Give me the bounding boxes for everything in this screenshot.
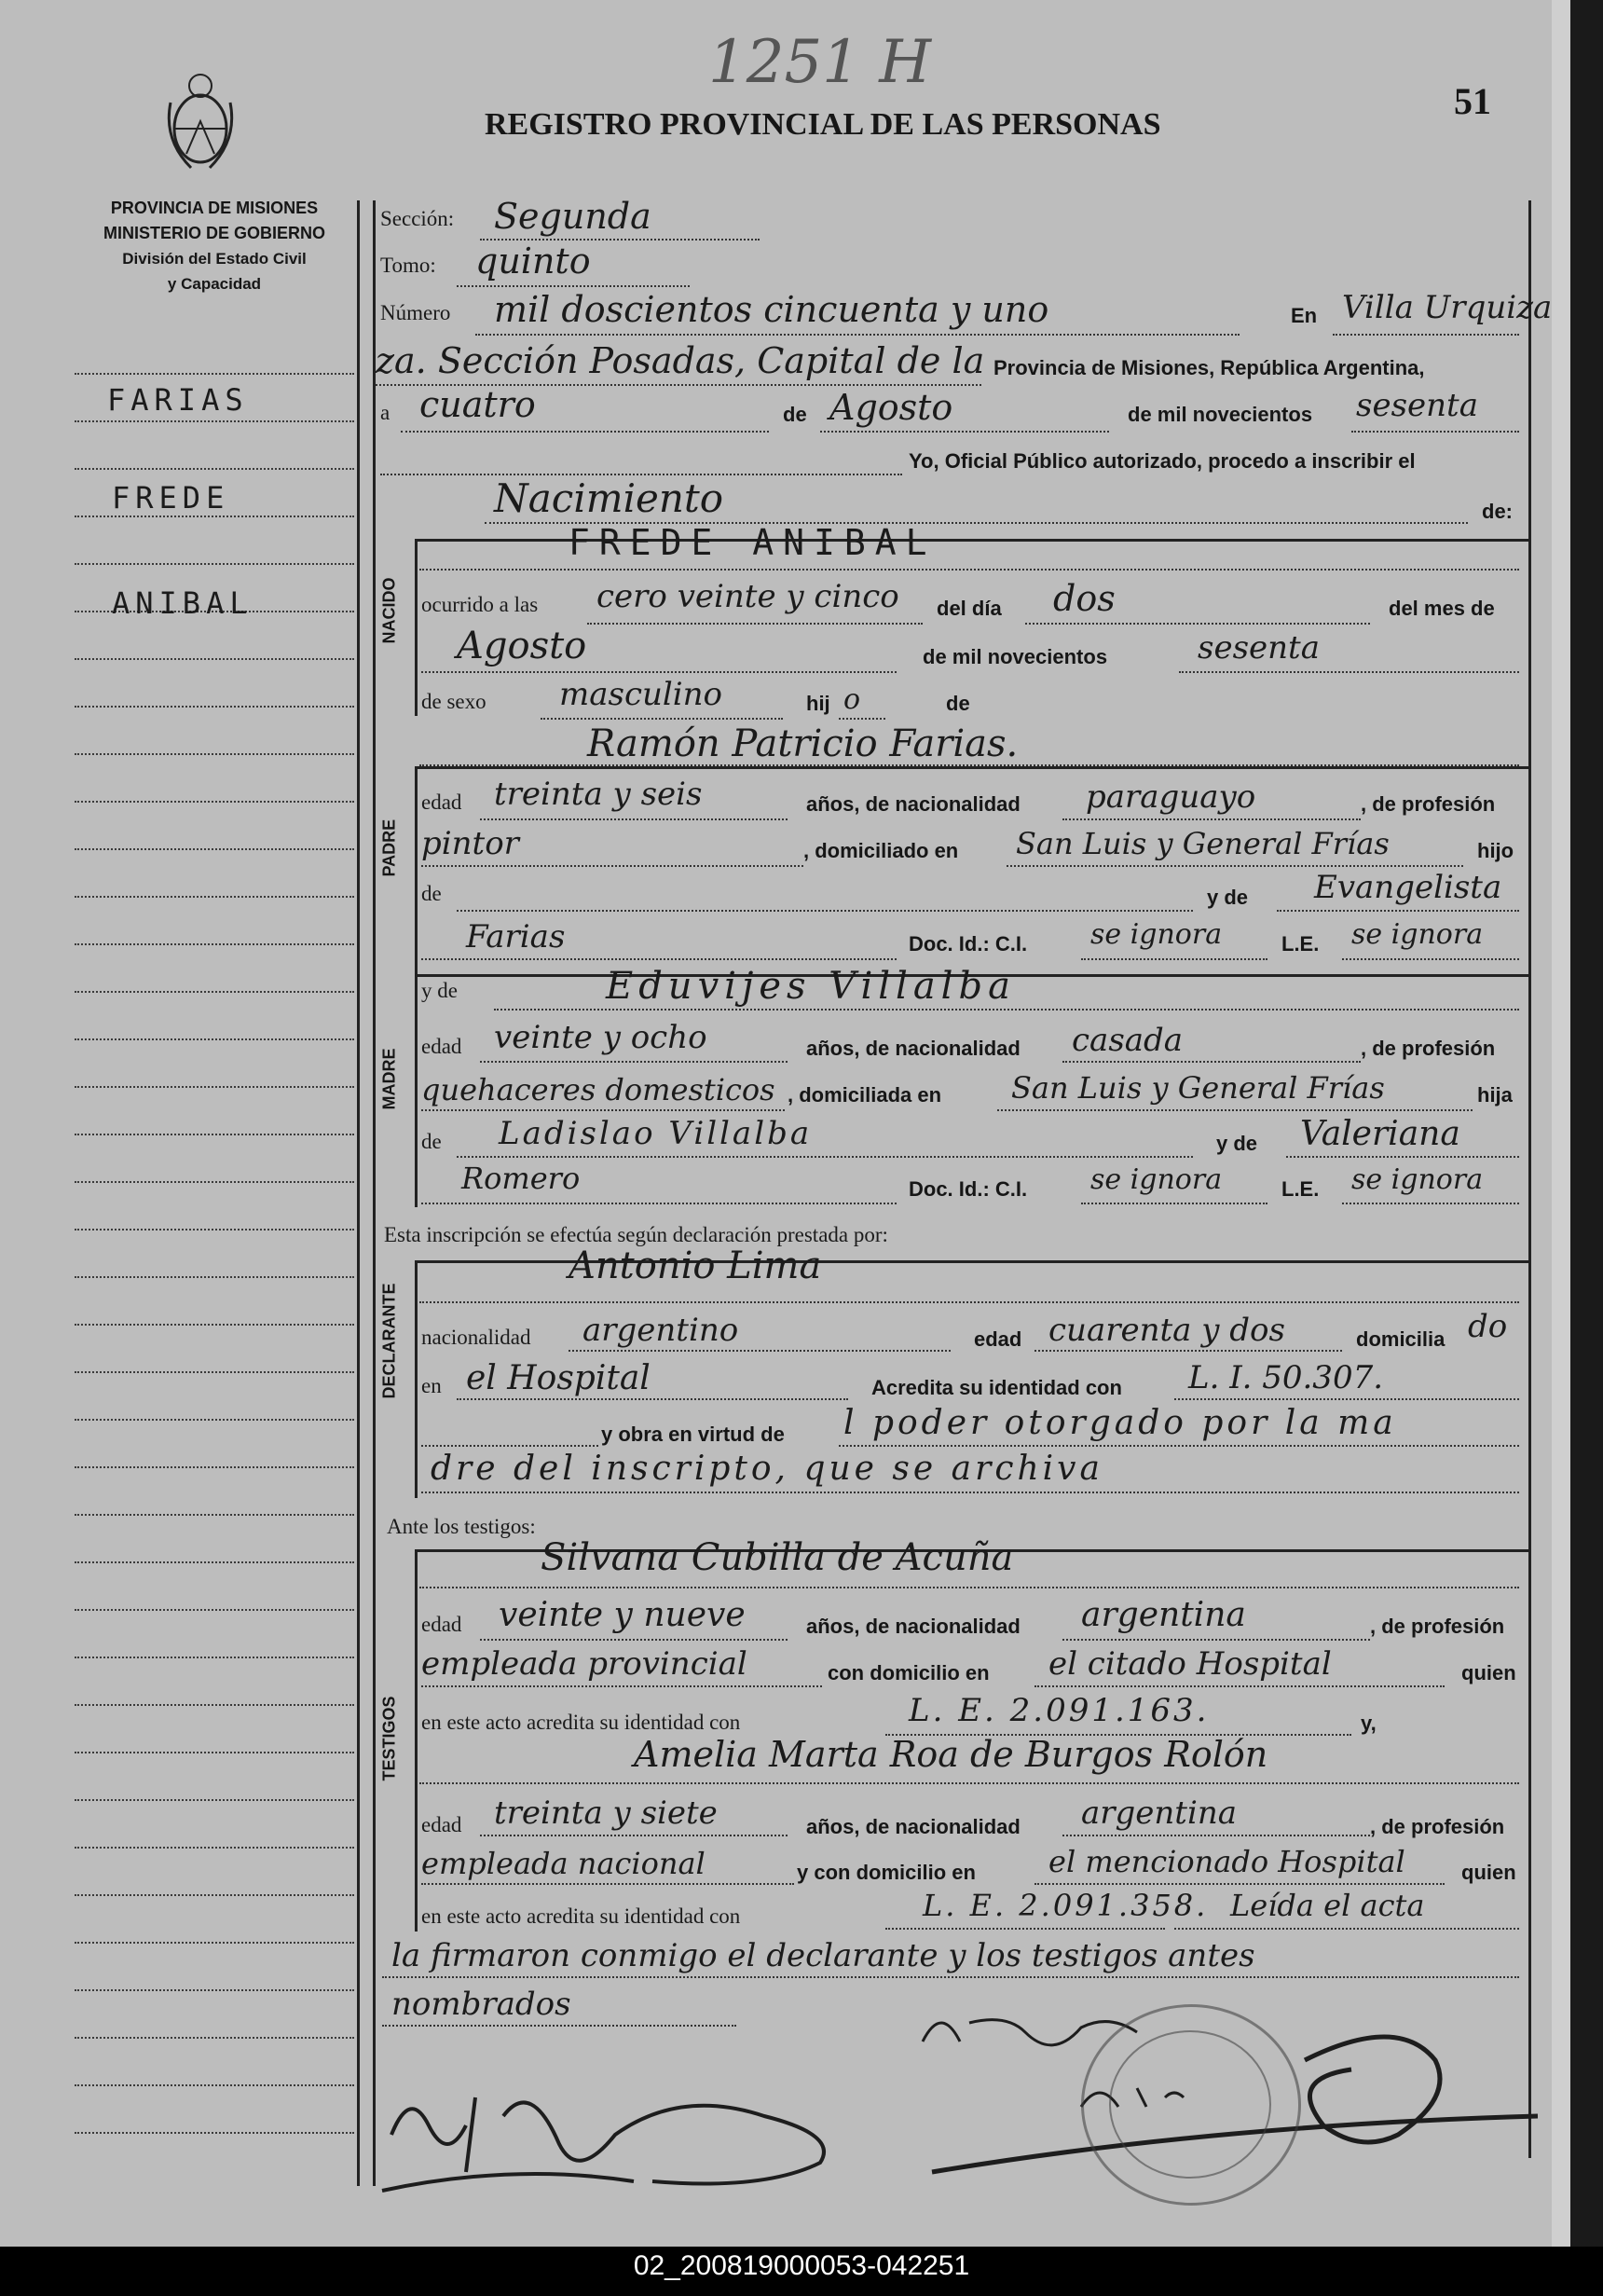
margin-rule-line	[75, 2037, 354, 2039]
date-de-label: de	[783, 403, 807, 426]
margin-rule-line	[75, 373, 354, 375]
witness2-profession-value: empleada nacional	[421, 1846, 706, 1881]
father-address-value: San Luis y General Frías	[1016, 826, 1390, 861]
witness1-id-value: L. E. 2.091.163.	[909, 1692, 1210, 1729]
madre-de-label: de	[421, 1130, 442, 1153]
mother-nationality-value: casada	[1072, 1022, 1184, 1059]
document-title: REGISTRO PROVINCIAL DE LAS PERSONAS	[485, 107, 1161, 142]
padre-edad-label: edad	[421, 791, 462, 814]
father-age-value: treinta y seis	[494, 776, 703, 813]
official-text: Yo, Oficial Público autorizado, procedo a inscribir el	[909, 449, 1416, 473]
witness2-name-value: Amelia Marta Roa de Burgos Rolón	[634, 1734, 1268, 1775]
mother-ci-value: se ignora	[1090, 1163, 1223, 1196]
t2-edad-label: edad	[421, 1813, 462, 1836]
padre-de-label: de	[421, 882, 442, 905]
margin-divider	[357, 200, 360, 2186]
margin-rule-line	[75, 706, 354, 708]
margin-rule-line	[75, 1847, 354, 1849]
del-dia-label: del día	[937, 597, 1002, 620]
tomo-value: quinto	[475, 241, 591, 282]
witness2-address-value: el mencionado Hospital	[1048, 1844, 1405, 1879]
t1-edad-label: edad	[421, 1613, 462, 1636]
t2-dom-label: y con domicilio en	[797, 1861, 976, 1884]
mother-age-value: veinte y ocho	[494, 1019, 707, 1056]
birth-month-value: Agosto	[457, 625, 587, 667]
t1-nac-label: años, de nacionalidad	[806, 1615, 1021, 1638]
margin-rule-line	[75, 1181, 354, 1183]
hij-label: hij	[806, 692, 830, 715]
madre-edad-label: edad	[421, 1035, 462, 1058]
date-year-value: sesenta	[1356, 387, 1478, 424]
padre-yde-label: y de	[1207, 886, 1249, 909]
margin-rule-line	[75, 658, 354, 660]
declarante-nac-label: nacionalidad	[421, 1326, 531, 1349]
right-border	[1528, 200, 1531, 2158]
padre-le-label: L.E.	[1281, 932, 1320, 956]
register-handwritten-number: 1251 H	[708, 28, 932, 97]
date-day-value: cuatro	[419, 384, 536, 425]
father-le-value: se ignora	[1351, 918, 1484, 951]
birth-year-value: sesenta	[1198, 629, 1320, 667]
org-ministry: MINISTERIO DE GOBIERNO	[103, 224, 326, 242]
section-testigos: TESTIGOS	[379, 1696, 399, 1781]
signatures-area	[373, 2004, 1538, 2237]
hij-de-label: de	[946, 692, 970, 715]
section-nacido: NACIDO	[379, 577, 399, 644]
maternal-grandmother-value: Valeriana	[1300, 1115, 1460, 1153]
official-stamp-inner	[1109, 2030, 1271, 2179]
declarante-en-label: en	[421, 1374, 442, 1397]
date-year-label: de mil novecientos	[1128, 403, 1313, 426]
t1-dom-label: con domicilio en	[828, 1661, 990, 1684]
mother-le-value: se ignora	[1351, 1163, 1484, 1196]
numero-value: mil doscientos cincuenta y uno	[494, 289, 1049, 330]
declarant-signature	[382, 2097, 824, 2191]
mother-address-value: San Luis y General Frías	[1011, 1070, 1385, 1106]
madre-yde2-label: y de	[1216, 1132, 1258, 1155]
declarant-id-value: L. I. 50.307.	[1188, 1359, 1384, 1396]
margin-rule-line	[75, 1276, 354, 1278]
madre-prof-label: , de profesión	[1361, 1037, 1496, 1060]
margin-rule-line	[75, 1799, 354, 1801]
declarante-edad-label: edad	[974, 1327, 1022, 1351]
margin-rule-line	[75, 1657, 354, 1658]
margin-first-name: FREDE	[112, 480, 230, 516]
declarante-dom-label: domicilia	[1356, 1327, 1445, 1351]
margin-rule-line	[75, 801, 354, 803]
maternal-grandmother-surname: Romero	[461, 1161, 581, 1196]
coat-of-arms-emblem	[163, 65, 238, 182]
madre-hija-label: hija	[1477, 1083, 1513, 1107]
ocurrido-label: ocurrido a las	[421, 593, 539, 616]
padre-dom-label: , domiciliado en	[803, 839, 959, 862]
witness1-name-value: Silvana Cubilla de Acuña	[541, 1536, 1014, 1579]
en-value: Villa Urquiza	[1342, 289, 1553, 326]
t2-prof-label: , de profesión	[1370, 1815, 1505, 1838]
margin-rule-line	[75, 1989, 354, 1991]
section-madre: MADRE	[379, 1048, 399, 1110]
margin-rule-line	[75, 1086, 354, 1088]
declarant-dom-value: do	[1468, 1308, 1508, 1345]
witness1-nationality-value: argentina	[1081, 1596, 1246, 1634]
tomo-label: Tomo:	[380, 254, 436, 277]
margin-rule-line	[75, 2132, 354, 2134]
sexo-value: masculino	[559, 676, 723, 713]
declarante-obra-label: y obra en virtud de	[601, 1423, 785, 1446]
padre-hijo-label: hijo	[1477, 839, 1514, 862]
padre-nac-label: años, de nacionalidad	[806, 792, 1021, 816]
paternal-grandmother-surname: Farias	[466, 918, 566, 956]
birth-hour-value: cero veinte y cinco	[596, 578, 899, 615]
birth-day-value: dos	[1053, 578, 1116, 619]
margin-rule-line	[75, 943, 354, 945]
t2-acto-label: en este acto acredita su identidad con	[421, 1904, 741, 1928]
newborn-name-value: FREDE ANIBAL	[569, 522, 937, 563]
declaracion-intro: Esta inscripción se efectúa según declaración prestada por:	[384, 1223, 888, 1246]
page-edge	[1552, 0, 1570, 2247]
margin-rule-line	[75, 1609, 354, 1611]
t2-nac-label: años, de nacionalidad	[806, 1815, 1021, 1838]
t1-prof-label: , de profesión	[1370, 1615, 1505, 1638]
closing-firmaron: la firmaron conmigo el declarante y los testigos antes	[391, 1937, 1255, 1974]
t2-quien-label: quien	[1461, 1861, 1516, 1884]
margin-rule-line	[75, 1134, 354, 1135]
date-a-label: a	[380, 401, 390, 424]
closing-leida: Leída el acta	[1230, 1888, 1425, 1923]
section-declarante: DECLARANTE	[379, 1283, 399, 1399]
margin-rule-line	[75, 1371, 354, 1373]
act-type-value: Nacimiento	[494, 475, 724, 521]
en-label: En	[1291, 304, 1318, 327]
margin-second-name: ANIBAL	[112, 585, 253, 621]
margin-rule-line	[75, 1894, 354, 1896]
org-division-2: y Capacidad	[167, 275, 262, 293]
closing-nombrados: nombrados	[391, 1986, 571, 2023]
witness2-nationality-value: argentina	[1081, 1794, 1238, 1832]
paternal-grandmother-value: Evangelista	[1314, 869, 1502, 906]
seccion-value: Segunda	[494, 196, 651, 237]
margin-rule-line	[75, 1752, 354, 1753]
declarant-nationality-value: argentino	[582, 1312, 739, 1349]
margin-rule-line	[75, 1038, 354, 1040]
t1-quien-label: quien	[1461, 1661, 1516, 1684]
declarant-name-value: Antonio Lima	[569, 1244, 822, 1287]
mother-name-value: Eduvijes Villalba	[606, 965, 1016, 1008]
sexo-label: de sexo	[421, 690, 486, 713]
del-mes-label: del mes de	[1389, 597, 1495, 620]
witness1-age-value: veinte y nueve	[499, 1596, 746, 1634]
margin-rule-line	[75, 896, 354, 898]
provincia-text: Provincia de Misiones, República Argentina,	[993, 356, 1425, 379]
margin-rule-line	[75, 1704, 354, 1706]
hij-value: o	[843, 683, 861, 716]
t1-acto-label: en este acto acredita su identidad con	[421, 1711, 741, 1734]
margin-rule-line	[75, 1229, 354, 1230]
margin-rule-line	[75, 1324, 354, 1326]
mother-profession-value: quehaceres domesticos	[421, 1072, 775, 1107]
act-de-label: de:	[1482, 500, 1513, 523]
margin-rule-line	[75, 468, 354, 470]
margin-rule-line	[75, 753, 354, 755]
declarant-age-value: cuarenta y dos	[1048, 1312, 1285, 1349]
father-name-value: Ramón Patricio Farias.	[587, 722, 1019, 765]
madre-nac-label: años, de nacionalidad	[806, 1037, 1021, 1060]
org-division: División del Estado Civil	[122, 250, 307, 268]
madre-dom-label: , domiciliada en	[788, 1083, 942, 1107]
margin-divider-inner	[373, 200, 376, 2186]
madre-yde-label: y de	[421, 979, 458, 1002]
margin-rule-line	[75, 1419, 354, 1421]
margin-rule-line	[75, 1561, 354, 1563]
section-padre: PADRE	[379, 818, 399, 877]
maternal-grandfather-value: Ladislao Villalba	[499, 1115, 813, 1152]
father-profession-value: pintor	[421, 825, 519, 862]
margin-rule-line	[75, 848, 354, 850]
declarant-place-value: el Hospital	[466, 1359, 651, 1397]
t1-y-label: y,	[1361, 1712, 1377, 1735]
padre-doc-label: Doc. Id.: C.I.	[909, 932, 1028, 956]
declarant-authority-value-2: dre del inscripto, que se archiva	[431, 1450, 1103, 1488]
margin-rule-line	[75, 2084, 354, 2086]
madre-doc-label: Doc. Id.: C.I.	[909, 1177, 1028, 1201]
margin-rule-line	[75, 1942, 354, 1944]
testigos-intro: Ante los testigos:	[387, 1515, 536, 1538]
scan-file-label: 02_200819000053-042251	[633, 2250, 970, 2281]
numero-label: Número	[380, 301, 451, 324]
margin-rule-line	[75, 1466, 354, 1468]
margin-rule-line	[75, 516, 354, 517]
issuing-organization	[75, 196, 354, 296]
place-value: za. Sección Posadas, Capital de la	[376, 340, 985, 381]
father-ci-value: se ignora	[1090, 918, 1223, 951]
date-month-value: Agosto	[829, 387, 953, 428]
padre-prof-label: , de profesión	[1361, 792, 1496, 816]
declarant-authority-value: l poder otorgado por la ma	[843, 1404, 1397, 1442]
witness2-id-value: L. E. 2.091.358.	[923, 1888, 1209, 1923]
madre-le-label: L.E.	[1281, 1177, 1320, 1201]
folio-number: 51	[1454, 80, 1491, 122]
witness1-profession-value: empleada provincial	[421, 1645, 747, 1683]
witness2-age-value: treinta y siete	[494, 1794, 718, 1832]
margin-rule-line	[75, 991, 354, 993]
margin-rule-line	[75, 420, 354, 422]
org-province: PROVINCIA DE MISIONES	[110, 199, 319, 217]
declarante-acredita-label: Acredita su identidad con	[871, 1376, 1122, 1399]
father-nationality-value: paraguayo	[1086, 778, 1256, 816]
birth-year-label: de mil novecientos	[923, 645, 1108, 668]
margin-surname: FARIAS	[107, 382, 249, 418]
witness1-address-value: el citado Hospital	[1048, 1645, 1332, 1683]
seccion-label: Sección:	[380, 207, 455, 230]
margin-rule-line	[75, 563, 354, 565]
margin-rule-line	[75, 1514, 354, 1516]
